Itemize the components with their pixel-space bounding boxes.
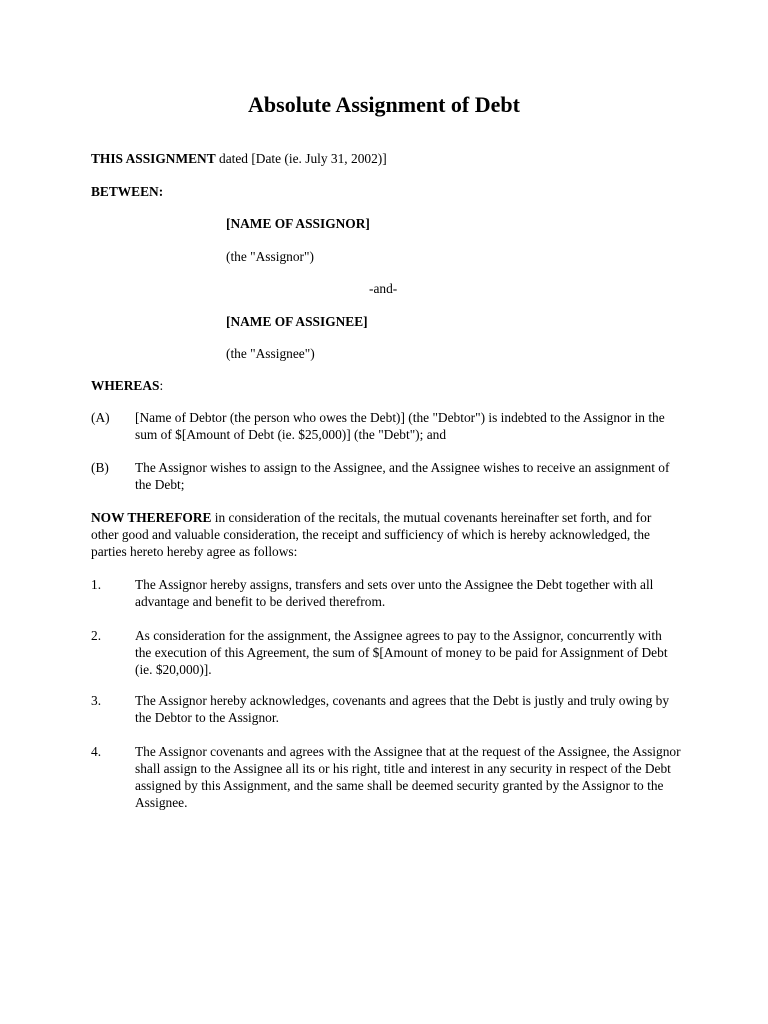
assignee-role: (the "Assignee") (226, 346, 315, 361)
recital-label: (B) (91, 460, 109, 475)
recital-item (91, 409, 681, 443)
and-separator: -and- (369, 281, 398, 296)
clause-item (91, 692, 681, 726)
now-therefore-rest: in consideration of the recitals, the mutual covenants hereinafter set forth, and for other good and valuable consideration, the receipt and sufficiency of which is hereby acknowledged, the parties hereto hereby agree as follows: (91, 510, 652, 559)
dated-rest: dated [Date (ie. July 31, 2002)] (215, 151, 387, 166)
clause-text: As consideration for the assignment, the Assignee agrees to pay to the Assignor, concurrently with the execution of this Agreement, the sum of $[Amount of money to be paid for Assignment of Debt (ie. $20,000)]. (135, 628, 668, 677)
document-title: Absolute Assignment of Debt (248, 92, 520, 117)
now-therefore-paragraph (91, 509, 681, 560)
clause-label: 1. (91, 577, 102, 592)
recital-text: [Name of Debtor (the person who owes the Debt)] (the "Debtor") is indebted to the Assignor in the sum of $[Amount of Debt (ie. $25,000)] (the "Debt"); and (135, 410, 665, 442)
dated-bold: THIS ASSIGNMENT (91, 151, 216, 166)
dated-line (91, 150, 387, 167)
assignee-name: [NAME OF ASSIGNEE] (226, 314, 368, 329)
clause-text: The Assignor hereby acknowledges, covenants and agrees that the Debt is justly and truly owing by the Debtor to the Assignor. (135, 693, 670, 725)
assignor-role: (the "Assignor") (226, 249, 314, 264)
assignor-name: [NAME OF ASSIGNOR] (226, 216, 370, 231)
whereas-colon: : (159, 378, 164, 393)
clause-item (91, 627, 681, 678)
whereas-label: WHEREAS (91, 378, 160, 393)
clause-label: 2. (91, 628, 102, 643)
recital-text: The Assignor wishes to assign to the Assignee, and the Assignee wishes to receive an assignment of the Debt; (135, 460, 670, 492)
clause-text: The Assignor covenants and agrees with the Assignee that at the request of the Assignee, the Assignor shall assign to the Assignee all its or his right, title and interest in any security in respect of the Debt assigned by this Assignment, and the same shall be deemed security granted by the Assignor to the Assignee. (135, 744, 681, 810)
between-label: BETWEEN: (91, 184, 164, 199)
clause-text: The Assignor hereby assigns, transfers and sets over unto the Assignee the Debt together with all advantage and benefit to be derived therefrom. (135, 577, 654, 609)
clause-item (91, 743, 681, 811)
recital-item (91, 459, 681, 493)
clause-label: 4. (91, 744, 102, 759)
clause-item (91, 576, 681, 610)
clause-label: 3. (91, 693, 102, 708)
recital-label: (A) (91, 410, 110, 425)
whereas-line (91, 377, 163, 394)
now-therefore-bold: NOW THEREFORE (91, 510, 212, 525)
